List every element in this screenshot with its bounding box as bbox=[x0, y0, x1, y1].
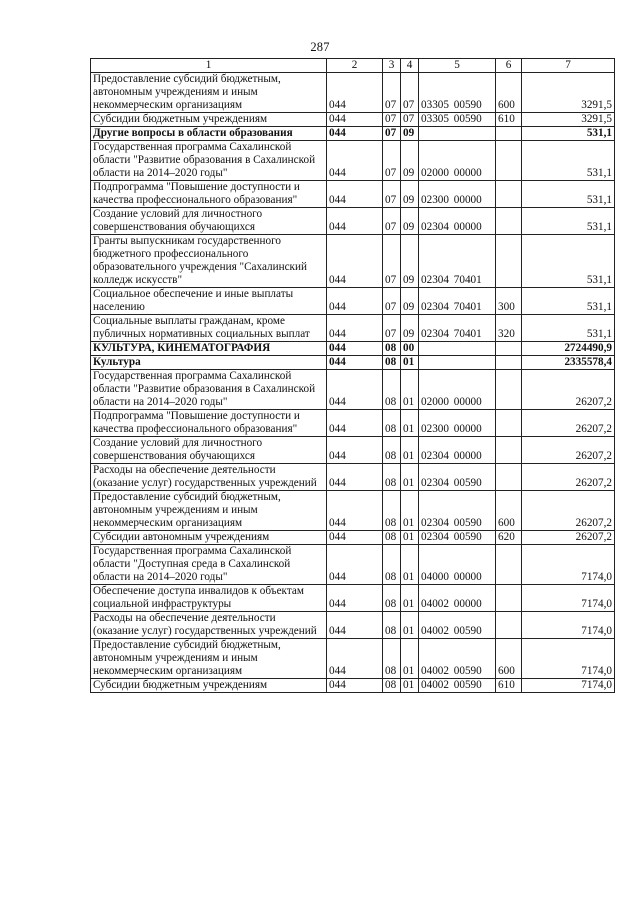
row-ministry-code-cell: 044 bbox=[327, 235, 383, 288]
row-target-article-cell: 02300 00000 bbox=[419, 181, 496, 208]
row-target-article-cell: 04002 00590 bbox=[419, 639, 496, 679]
row-section-cell: 08 bbox=[383, 639, 401, 679]
row-name-cell: Государственная программа Сахалинской области "Развитие образования в Сахалинской области на 2014–2020 годы" bbox=[91, 141, 327, 181]
row-target-article-cell: 02304 00000 bbox=[419, 208, 496, 235]
row-section-cell: 07 bbox=[383, 181, 401, 208]
row-expense-type-cell: 600 bbox=[496, 491, 522, 531]
table-row bbox=[91, 141, 615, 181]
row-name-cell: Субсидии бюджетным учреждениям bbox=[91, 679, 327, 693]
row-expense-type-cell bbox=[496, 127, 522, 141]
row-subsection-cell: 01 bbox=[401, 370, 419, 410]
row-subsection-cell: 01 bbox=[401, 679, 419, 693]
row-name-cell: Расходы на обеспечение деятельности (оказание услуг) государственных учреждений bbox=[91, 612, 327, 639]
row-target-article-cell: 04000 00000 bbox=[419, 545, 496, 585]
row-target-article-cell: 02304 70401 bbox=[419, 288, 496, 315]
row-ministry-code-cell: 044 bbox=[327, 531, 383, 545]
row-section-cell: 08 bbox=[383, 342, 401, 356]
row-target-article-cell: 03305 00590 bbox=[419, 73, 496, 113]
row-section-cell: 08 bbox=[383, 531, 401, 545]
row-expense-type-cell bbox=[496, 370, 522, 410]
row-name-cell: Гранты выпускникам государственного бюджетного профессионального образовательного учреждения "Сахалинский колледж искусств" bbox=[91, 235, 327, 288]
column-header-5: 5 bbox=[419, 59, 496, 73]
row-section-cell: 08 bbox=[383, 585, 401, 612]
row-expense-type-cell bbox=[496, 181, 522, 208]
row-subsection-cell: 01 bbox=[401, 612, 419, 639]
row-target-article-cell: 02304 70401 bbox=[419, 315, 496, 342]
row-section-cell: 07 bbox=[383, 288, 401, 315]
table-row bbox=[91, 208, 615, 235]
row-amount-cell: 26207,2 bbox=[522, 464, 615, 491]
row-amount-cell: 7174,0 bbox=[522, 585, 615, 612]
row-target-article-cell: 02304 00590 bbox=[419, 491, 496, 531]
row-section-cell: 08 bbox=[383, 437, 401, 464]
row-ministry-code-cell: 044 bbox=[327, 437, 383, 464]
row-ministry-code-cell: 044 bbox=[327, 585, 383, 612]
row-expense-type-cell bbox=[496, 356, 522, 370]
row-subsection-cell: 01 bbox=[401, 639, 419, 679]
row-section-cell: 08 bbox=[383, 464, 401, 491]
row-expense-type-cell bbox=[496, 612, 522, 639]
row-amount-cell: 7174,0 bbox=[522, 639, 615, 679]
row-subsection-cell: 01 bbox=[401, 464, 419, 491]
row-section-cell: 08 bbox=[383, 545, 401, 585]
row-expense-type-cell bbox=[496, 545, 522, 585]
row-target-article-cell: 04002 00000 bbox=[419, 585, 496, 612]
table-row bbox=[91, 491, 615, 531]
row-ministry-code-cell: 044 bbox=[327, 612, 383, 639]
table-row bbox=[91, 127, 615, 141]
row-target-article-cell: 02304 70401 bbox=[419, 235, 496, 288]
row-section-cell: 08 bbox=[383, 679, 401, 693]
row-amount-cell: 531,1 bbox=[522, 315, 615, 342]
table-row bbox=[91, 679, 615, 693]
row-subsection-cell: 09 bbox=[401, 181, 419, 208]
row-subsection-cell: 09 bbox=[401, 127, 419, 141]
table-row bbox=[91, 531, 615, 545]
row-section-cell: 08 bbox=[383, 410, 401, 437]
row-section-cell: 07 bbox=[383, 208, 401, 235]
row-ministry-code-cell: 044 bbox=[327, 288, 383, 315]
row-ministry-code-cell: 044 bbox=[327, 356, 383, 370]
row-section-cell: 07 bbox=[383, 235, 401, 288]
row-expense-type-cell: 300 bbox=[496, 288, 522, 315]
row-subsection-cell: 09 bbox=[401, 235, 419, 288]
row-target-article-cell bbox=[419, 356, 496, 370]
row-expense-type-cell bbox=[496, 410, 522, 437]
table-row bbox=[91, 235, 615, 288]
row-section-cell: 07 bbox=[383, 127, 401, 141]
row-amount-cell: 531,1 bbox=[522, 127, 615, 141]
row-amount-cell: 26207,2 bbox=[522, 491, 615, 531]
table-row bbox=[91, 288, 615, 315]
row-section-cell: 07 bbox=[383, 73, 401, 113]
row-target-article-cell: 04002 00590 bbox=[419, 679, 496, 693]
row-amount-cell: 2335578,4 bbox=[522, 356, 615, 370]
row-subsection-cell: 09 bbox=[401, 141, 419, 181]
row-expense-type-cell: 620 bbox=[496, 531, 522, 545]
row-subsection-cell: 01 bbox=[401, 545, 419, 585]
row-ministry-code-cell: 044 bbox=[327, 639, 383, 679]
table-row bbox=[91, 370, 615, 410]
row-subsection-cell: 09 bbox=[401, 315, 419, 342]
row-expense-type-cell: 610 bbox=[496, 679, 522, 693]
row-expense-type-cell bbox=[496, 464, 522, 491]
row-subsection-cell: 01 bbox=[401, 585, 419, 612]
row-section-cell: 07 bbox=[383, 113, 401, 127]
row-target-article-cell bbox=[419, 127, 496, 141]
row-amount-cell: 531,1 bbox=[522, 181, 615, 208]
row-target-article-cell: 02300 00000 bbox=[419, 410, 496, 437]
row-name-cell: Подпрограмма "Повышение доступности и качества профессионального образования" bbox=[91, 410, 327, 437]
row-amount-cell: 7174,0 bbox=[522, 612, 615, 639]
row-ministry-code-cell: 044 bbox=[327, 545, 383, 585]
row-expense-type-cell bbox=[496, 585, 522, 612]
column-header-1: 1 bbox=[91, 59, 327, 73]
row-subsection-cell: 01 bbox=[401, 356, 419, 370]
row-name-cell: Другие вопросы в области образования bbox=[91, 127, 327, 141]
row-ministry-code-cell: 044 bbox=[327, 181, 383, 208]
table-row bbox=[91, 73, 615, 113]
row-name-cell: Расходы на обеспечение деятельности (оказание услуг) государственных учреждений bbox=[91, 464, 327, 491]
table-row bbox=[91, 437, 615, 464]
row-subsection-cell: 07 bbox=[401, 73, 419, 113]
row-name-cell: Обеспечение доступа инвалидов к объектам социальной инфраструктуры bbox=[91, 585, 327, 612]
row-expense-type-cell bbox=[496, 141, 522, 181]
row-ministry-code-cell: 044 bbox=[327, 208, 383, 235]
table-row bbox=[91, 612, 615, 639]
page-number: 287 bbox=[310, 40, 330, 54]
column-header-7: 7 bbox=[522, 59, 615, 73]
row-expense-type-cell bbox=[496, 208, 522, 235]
row-name-cell: Предоставление субсидий бюджетным, автономным учреждениям и иным некоммерческим организациям bbox=[91, 491, 327, 531]
row-ministry-code-cell: 044 bbox=[327, 342, 383, 356]
row-ministry-code-cell: 044 bbox=[327, 464, 383, 491]
row-amount-cell: 3291,5 bbox=[522, 113, 615, 127]
row-ministry-code-cell: 044 bbox=[327, 141, 383, 181]
row-expense-type-cell bbox=[496, 235, 522, 288]
table-row bbox=[91, 410, 615, 437]
row-ministry-code-cell: 044 bbox=[327, 127, 383, 141]
row-amount-cell: 3291,5 bbox=[522, 73, 615, 113]
row-name-cell: Субсидии автономным учреждениям bbox=[91, 531, 327, 545]
row-amount-cell: 7174,0 bbox=[522, 545, 615, 585]
budget-table bbox=[90, 58, 615, 693]
row-subsection-cell: 01 bbox=[401, 491, 419, 531]
row-ministry-code-cell: 044 bbox=[327, 370, 383, 410]
row-section-cell: 08 bbox=[383, 356, 401, 370]
row-amount-cell: 531,1 bbox=[522, 235, 615, 288]
row-amount-cell: 26207,2 bbox=[522, 437, 615, 464]
row-name-cell: Государственная программа Сахалинской области "Развитие образования в Сахалинской области на 2014–2020 годы" bbox=[91, 370, 327, 410]
row-target-article-cell: 02000 00000 bbox=[419, 141, 496, 181]
row-name-cell: Культура bbox=[91, 356, 327, 370]
row-name-cell: Создание условий для личностного совершенствования обучающихся bbox=[91, 437, 327, 464]
row-amount-cell: 26207,2 bbox=[522, 370, 615, 410]
row-section-cell: 08 bbox=[383, 370, 401, 410]
table-row bbox=[91, 181, 615, 208]
column-header-3: 3 bbox=[383, 59, 401, 73]
table-row bbox=[91, 585, 615, 612]
row-expense-type-cell bbox=[496, 342, 522, 356]
row-ministry-code-cell: 044 bbox=[327, 315, 383, 342]
row-subsection-cell: 07 bbox=[401, 113, 419, 127]
row-ministry-code-cell: 044 bbox=[327, 113, 383, 127]
row-name-cell: Социальные выплаты гражданам, кроме публичных нормативных социальных выплат bbox=[91, 315, 327, 342]
row-ministry-code-cell: 044 bbox=[327, 679, 383, 693]
table-header-row bbox=[91, 59, 615, 73]
row-expense-type-cell: 320 bbox=[496, 315, 522, 342]
row-subsection-cell: 09 bbox=[401, 288, 419, 315]
table-row bbox=[91, 545, 615, 585]
row-section-cell: 07 bbox=[383, 141, 401, 181]
table-row bbox=[91, 315, 615, 342]
row-target-article-cell: 03305 00590 bbox=[419, 113, 496, 127]
table-row bbox=[91, 639, 615, 679]
row-subsection-cell: 00 bbox=[401, 342, 419, 356]
row-ministry-code-cell: 044 bbox=[327, 410, 383, 437]
row-amount-cell: 531,1 bbox=[522, 141, 615, 181]
row-target-article-cell: 02304 00000 bbox=[419, 437, 496, 464]
row-section-cell: 07 bbox=[383, 315, 401, 342]
row-target-article-cell: 02304 00590 bbox=[419, 531, 496, 545]
row-expense-type-cell: 600 bbox=[496, 639, 522, 679]
row-subsection-cell: 01 bbox=[401, 531, 419, 545]
row-ministry-code-cell: 044 bbox=[327, 491, 383, 531]
column-header-4: 4 bbox=[401, 59, 419, 73]
row-name-cell: Социальное обеспечение и иные выплаты населению bbox=[91, 288, 327, 315]
row-target-article-cell: 04002 00590 bbox=[419, 612, 496, 639]
table-body bbox=[91, 73, 615, 693]
table-row bbox=[91, 464, 615, 491]
row-subsection-cell: 01 bbox=[401, 437, 419, 464]
row-expense-type-cell: 610 bbox=[496, 113, 522, 127]
row-amount-cell: 26207,2 bbox=[522, 531, 615, 545]
row-section-cell: 08 bbox=[383, 612, 401, 639]
column-header-6: 6 bbox=[496, 59, 522, 73]
row-name-cell: Предоставление субсидий бюджетным, автономным учреждениям и иным некоммерческим организациям bbox=[91, 639, 327, 679]
row-amount-cell: 7174,0 bbox=[522, 679, 615, 693]
row-name-cell: Государственная программа Сахалинской области "Доступная среда в Сахалинской области на 2014–2020 годы" bbox=[91, 545, 327, 585]
row-amount-cell: 2724490,9 bbox=[522, 342, 615, 356]
row-name-cell: Субсидии бюджетным учреждениям bbox=[91, 113, 327, 127]
table-row bbox=[91, 342, 615, 356]
row-target-article-cell: 02304 00590 bbox=[419, 464, 496, 491]
row-name-cell: Создание условий для личностного совершенствования обучающихся bbox=[91, 208, 327, 235]
row-ministry-code-cell: 044 bbox=[327, 73, 383, 113]
row-name-cell: Подпрограмма "Повышение доступности и качества профессионального образования" bbox=[91, 181, 327, 208]
table-row bbox=[91, 113, 615, 127]
table-row bbox=[91, 356, 615, 370]
row-amount-cell: 531,1 bbox=[522, 208, 615, 235]
row-name-cell: Предоставление субсидий бюджетным, автономным учреждениям и иным некоммерческим организациям bbox=[91, 73, 327, 113]
row-section-cell: 08 bbox=[383, 491, 401, 531]
row-target-article-cell bbox=[419, 342, 496, 356]
row-subsection-cell: 01 bbox=[401, 410, 419, 437]
column-header-2: 2 bbox=[327, 59, 383, 73]
row-name-cell: КУЛЬТУРА, КИНЕМАТОГРАФИЯ bbox=[91, 342, 327, 356]
row-target-article-cell: 02000 00000 bbox=[419, 370, 496, 410]
row-subsection-cell: 09 bbox=[401, 208, 419, 235]
row-expense-type-cell bbox=[496, 437, 522, 464]
row-amount-cell: 531,1 bbox=[522, 288, 615, 315]
row-amount-cell: 26207,2 bbox=[522, 410, 615, 437]
row-expense-type-cell: 600 bbox=[496, 73, 522, 113]
